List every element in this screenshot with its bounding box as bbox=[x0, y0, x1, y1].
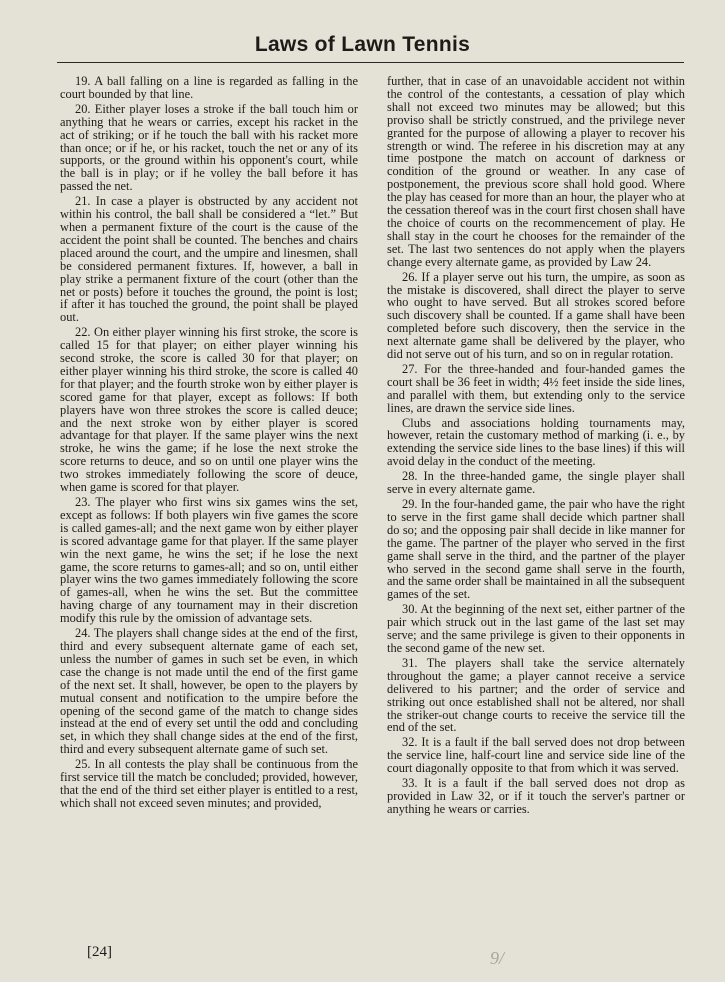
page-title: Laws of Lawn Tennis bbox=[254, 33, 471, 56]
law-25: 25. In all contests the play shall be continuous from the first service till the match be concluded; provided, however, that the end of the third set either player is entitled to a rest, which shall not exceed seven minutes; and provided, bbox=[60, 757, 358, 810]
law-33: 33. It is a fault if the ball served does not drop as provided in Law 32, or if it touch the server's partner or anything he wears or carries. bbox=[387, 776, 685, 816]
law-24: 24. The players shall change sides at the end of the first, third and every subsequent alternate game of each set, unless the number of games in such set be even, in which case the change is not made until the end of the first game of the next set. It shall, however, be open to the players by mutual consent and notification to the umpire before the opening of the second game of the match to change sides instead at the end of every set until the odd and concluding set, in which they shall change sides at the end of the first, third and every subsequent alternate game of such set. bbox=[60, 626, 358, 757]
right-column bbox=[387, 72, 685, 818]
law-21: 21. In case a player is obstructed by any accident not within his control, the ball shall be considered a “let.” But when a permanent fixture of the court is the cause of the accident the point shall be counted. The benches and chairs placed around the court, and the umpire and linesmen, shall be considered permanent fixtures. If, however, a ball in play strike a permanent fixture of the court (other than the net or posts) before it touches the ground, the point is lost; if after it has touched the ground, the point shall be played out. bbox=[60, 194, 358, 325]
law-27: 27. For the three-handed and four-handed games the court shall be 36 feet in width; 4½ feet inside the side lines, and parallel with them, but extending only to the service lines, are drawn the service side lines. bbox=[387, 361, 685, 415]
law-30: 30. At the beginning of the next set, either partner of the pair which struck out in the last game of the last set may serve; and the same privilege is given to their opponents in the second game of the new set. bbox=[387, 602, 685, 655]
header-rule bbox=[57, 62, 684, 63]
ink-mark: 9/ bbox=[490, 948, 505, 968]
page-number: [24] bbox=[87, 944, 112, 960]
law-25-continued: further, that in case of an unavoidable accident not within the control of the contestants, a cessation of play which shall not exceed two minutes may be allowed; but this proviso shall be strictly construed, and the privilege never granted for the purpose of allowing a player to recover his strength or wind. The referee in his discretion may at any time postpone the match on account of darkness or condition of the ground or weather. In any case of postponement, the previous score shall hold good. Where the play has ceased for more than an hour, the player who at the cessation thereof was in the court first chosen shall have the choice of courts on the recommencement of play. He shall stay in the court he chooses for the remainder of the set. The last two sentences do not apply when the players change every alternate game, as provided by Law 24. bbox=[387, 74, 685, 269]
left-column bbox=[60, 72, 358, 812]
law-19: 19. A ball falling on a line is regarded as falling in the court bounded by that line. bbox=[60, 74, 358, 101]
law-27-note: Clubs and associations holding tournaments may, however, retain the customary method of marking (i. e., by extending the service side lines to the base lines) if this will avoid delay in the conduct of the meeting. bbox=[387, 415, 685, 469]
law-28: 28. In the three-handed game, the single player shall serve in every alternate game. bbox=[387, 469, 685, 497]
law-32: 32. It is a fault if the ball served does not drop between the service line, half-court line and service side line of the court diagonally opposite to that from which it was served. bbox=[387, 735, 685, 776]
law-29: 29. In the four-handed game, the pair who have the right to serve in the first game shall decide which partner shall do so; and the opposing pair shall decide in like manner for the game. The partner of the player who served in the first game shall serve in the third, and the partner of the player who served in the second game shall serve in the fourth, and the same order shall be maintained in all the subsequent games of the set. bbox=[387, 497, 685, 602]
law-31: 31. The players shall take the service alternately throughout the game; a player cannot receive a service delivered to his partner; and the order of service and striking out once established shall not be altered, nor shall the striker-out change courts to receive the service till the end of the set. bbox=[387, 655, 685, 735]
law-26: 26. If a player serve out his turn, the umpire, as soon as the mistake is discovered, shall direct the player to serve who ought to have served. But all strokes scored before such discovery shall be counted. If a game shall have been completed before such discovery, then the service in the next alternate game shall be delivered by the player, who did not serve out of his turn, and so on in regular rotation. bbox=[387, 269, 685, 362]
law-22: 22. On either player winning his first stroke, the score is called 15 for that player; on either player winning his second stroke, the score is called 30 for that player; on either player winning his third stroke, the score is called 40 for that player; and the fourth stroke won by either player is scored game for that player, except as follows: If both players have won three strokes the score is called deuce; and the next stroke won by either player is scored advantage for that player. If the same player wins the next stroke, he wins the game; if he lose the next stroke the score returns to deuce, and so on until one player wins the two strokes immediately following the score of deuce, when game is scored for that player. bbox=[60, 325, 358, 495]
law-23: 23. The player who first wins six games wins the set, except as follows: If both players win five games the score is called games-all; and the next game won by either player is scored advantage game for that player. If the same player win the next game, he wins the set; if he lose the next game, the score returns to games-all; and so on, until either player wins the two games immediately following the score of games-all, when he wins the set. But the committee having charge of any tournament may in their discretion modify this rule by the omission of advantage sets. bbox=[60, 495, 358, 626]
law-20: 20. Either player loses a stroke if the ball touch him or anything that he wears or carries, except his racket in the act of striking; or if he touch the ball with his racket more than once; or if he, or his racket, touch the net or any of its supports, or the ground within his opponent's court, while the ball is in play; or if he volley the ball before it has passed the net. bbox=[60, 101, 358, 194]
